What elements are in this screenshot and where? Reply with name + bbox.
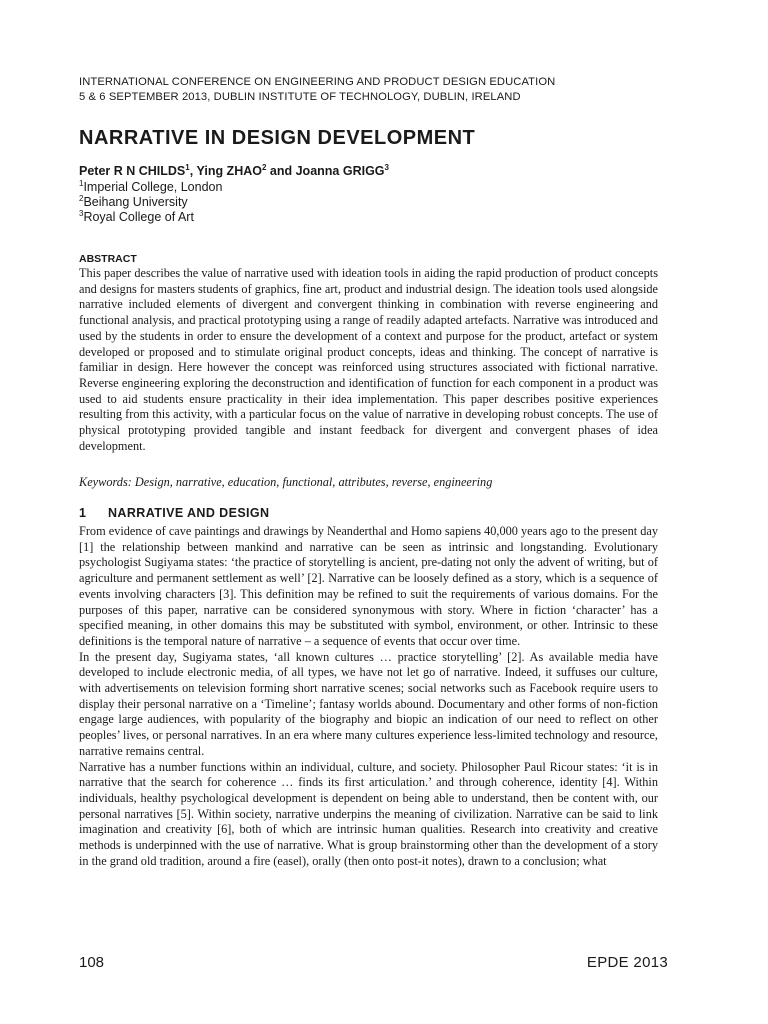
keywords: Keywords: Design, narrative, education, functional, attributes, reverse, engineering — [79, 475, 493, 489]
author-name: Peter R N CHILDS — [79, 164, 186, 178]
section-heading — [79, 506, 269, 520]
author-separator: , — [189, 164, 197, 178]
paragraph: From evidence of cave paintings and drawings by Neanderthal and Homo sapiens 40,000 years ago to the present day [1] the relationship between mankind and narrative can be seen as intrinsic and longstanding. Evolutionary psychologist Sugiyama states: ‘the practice of storytelling is ancient, pre-dating not only the advent of writing, but of agriculture and permanent settlement as well’ [2]. Narrative can be loosely defined as a story, which is a sequence of events involving characters [3]. This definition may be refined to suit the requirements of various domains. For the purposes of this paper, narrative can be considered synonymous with story. Where in fiction ‘character’ has a specified meaning, in other domains this may be substituted with symbol, environment, or other. Intrinsic to these definitions is the temporal nature of narrative – a sequence of events that occur over time. — [79, 524, 658, 648]
author-name: Joanna GRIGG — [295, 164, 385, 178]
author-list — [79, 163, 699, 179]
paragraph: In the present day, Sugiyama states, ‘all known cultures … practice storytelling’ [2]. As available media have developed to include electronic media, of all types, we have not let go of narrative. Indeed, it suffuses our culture, with advertisements on television forming short narrative scenes; social networks such as Facebook require users to display their personal narrative on a ‘Timeline’; fantasy worlds abound. Documentary and other forms of non-fiction engage large audiences, with popularity of the biography and biopic an indication of our need to reflect on other peoples’ lives, or personal narratives. In an era where many cultures experience less-limited technology and resource, narrative remains central. — [79, 649, 658, 758]
abstract-text: This paper describes the value of narrative used with ideation tools in aiding the rapid production of product concepts and designs for masters students of graphics, fine art, product and industrial design. The ideation tools used alongside narrative included elements of divergent and convergent thinking in combination with reverse engineering and functional analysis, and practical prototyping using a range of readily adapted artefacts. Narrative was introduced and used by the students in order to ensure the development of a context and purpose for the product, artefact or system developed or proposed and to stimulate original product concepts, ideas and thinking. The concept of narrative is familiar in design. Here however the concept was reinforced using structures associated with fictional narrative. Reverse engineering exploring the deconstruction and identification of function for each component in a product was used to aid students ensure practicality in their idea implementation. This paper describes positive experiences resulting from this activity, with a particular focus on the value of narrative in developing robust concepts. The use of physical prototyping provided tangible and instant feedback for divergent and convergent phases of idea development. — [79, 266, 658, 453]
abstract-heading: ABSTRACT — [79, 253, 137, 265]
page-number: 108 — [79, 954, 105, 971]
author-affiliation-mark: 3 — [384, 163, 389, 172]
affiliation-mark: 3 — [79, 209, 84, 218]
section-title: NARRATIVE AND DESIGN — [108, 506, 270, 520]
conference-name: INTERNATIONAL CONFERENCE ON ENGINEERING AND PRODUCT DESIGN EDUCATION — [79, 76, 556, 88]
affiliation-item — [79, 180, 699, 195]
section-body — [79, 524, 658, 869]
paragraph: Narrative has a number functions within an individual, culture, and society. Philosopher Paul Ricour states: ‘it is in narrative that the search for coherence … finds its first articulation.’ and through coherence, identity [4]. Within individuals, healthy psychological development is dependent on being able to understand, then be content with, our personal narratives [5]. Within society, narrative underpins the meaning of civilization. Narrative can be said to link imagination and creativity [6], both of which are intrinsic human qualities. Research into creativity and creative methods is underpinned with the use of narrative. What is group brainstorming other than the development of a story in the grand old tradition, around a fire (easel), orally (then onto post-it notes), drawn to a conclusion; what — [79, 759, 658, 868]
affiliation-list — [79, 180, 699, 225]
author-affiliation-mark: 2 — [261, 163, 267, 172]
conference-header — [79, 75, 699, 104]
conference-date-venue: 5 & 6 SEPTEMBER 2013, DUBLIN INSTITUTE OF TECHNOLOGY, DUBLIN, IRELAND — [79, 90, 521, 103]
affiliation-mark: 2 — [79, 194, 84, 203]
affiliation-item — [79, 195, 699, 210]
author-separator: and — [266, 164, 296, 178]
paper-title: NARRATIVE IN DESIGN DEVELOPMENT — [79, 127, 476, 149]
affiliation-text: Royal College of Art — [83, 210, 194, 224]
author-name: Ying ZHAO — [196, 164, 262, 178]
affiliation-mark: 1 — [79, 179, 84, 188]
author-affiliation-mark: 1 — [185, 163, 190, 172]
affiliation-text: Beihang University — [83, 195, 188, 209]
affiliation-text: Imperial College, London — [83, 180, 223, 194]
footer-conference: EPDE 2013 — [586, 954, 668, 971]
affiliation-item — [79, 210, 699, 225]
section-number: 1 — [79, 506, 87, 520]
